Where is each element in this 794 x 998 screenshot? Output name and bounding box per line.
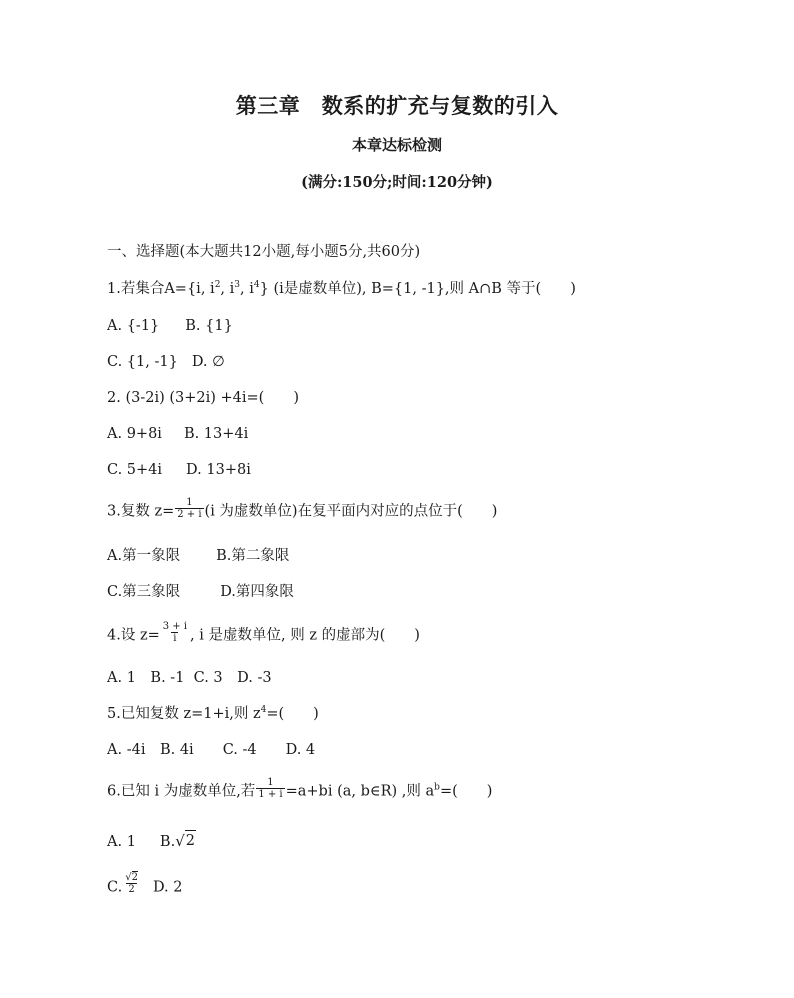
q1-option-c: C. {1, -1} [107,354,178,370]
question-3-options-row2 [107,582,294,602]
q6-text-c: =( ) [439,783,493,800]
question-1-stem [107,279,576,299]
q3-fraction-denominator: 2 + i [177,509,202,520]
question-6-options-row1 [107,830,196,852]
exam-meta: (满分:150分;时间:120分钟) [301,174,493,191]
q6-option-c-radicand: 2 [131,872,138,883]
q3-text-a: 3.复数 z= [107,503,175,520]
question-6-options-row2 [107,872,183,899]
q1-text-b: , i [220,281,235,297]
q3-fraction [175,497,203,520]
q1-text-d: } (i是虚数单位), B={1, -1},则 A∩B 等于( ) [259,281,576,297]
q2-option-a: A. 9+8i [107,426,162,442]
q1-option-a: A. {-1} [107,318,160,334]
q6-option-b-radicand: 2 [185,830,196,851]
q3-option-a: A.第一象限 [107,548,181,564]
chapter-subtitle: 本章达标检测 [351,136,442,154]
section-heading: 一、选择题(本大题共12小题,每小题5分,共60分) [107,244,421,260]
q4-text-b: , i 是虚数单位, 则 z 的虚部为( ) [190,627,420,644]
q3-option-d: D.第四象限 [220,584,294,600]
q3-fraction-numerator: 1 [186,497,193,508]
q5-text-b: =( ) [266,706,319,722]
q6-option-a: A. 1 [107,834,136,850]
q1-sup-4: 4 [253,280,260,291]
q1-sup-3: 3 [234,280,241,291]
question-2-options-row2 [107,460,251,480]
question-1-options-row1 [107,316,233,336]
q6-text-b: =a+bi (a, b∈R) ,则 a [285,783,435,800]
q3-option-b: B.第二象限 [216,548,290,564]
q6-option-c-fraction [123,872,140,895]
q1-option-b: B. {1} [185,318,233,334]
q1-sup-2: 2 [214,280,221,291]
q4-fraction [161,621,189,644]
question-2-stem: 2. (3-2i) (3+2i) +4i=( ) [107,390,299,406]
q5-text-a: 5.已知复数 z=1+i,则 z [107,706,261,722]
q4-fraction-denominator: i [173,633,177,644]
q6-option-d: D. 2 [152,879,183,896]
q6-fraction-numerator: 1 [267,777,274,788]
q3-option-c: C.第三象限 [107,584,181,600]
q2-option-b: B. 13+4i [183,426,249,442]
q6-option-c-denominator: 2 [128,884,135,895]
question-3-stem [107,497,498,523]
question-3-options-row1 [107,546,289,566]
q6-sup: b [434,782,440,793]
question-5-stem [107,704,319,724]
sqrt-symbol: √ [175,832,185,850]
q6-text-a: 6.已知 i 为虚数单位,若 [107,783,256,800]
q6-option-b-sqrt [175,830,196,851]
chapter-title: 第三章 数系的扩充与复数的引入 [235,93,559,118]
q6-fraction-denominator: 1 + i [258,789,283,800]
q2-option-c: C. 5+4i [107,462,163,478]
q1-text-c: , i [240,281,254,297]
q6-option-c-numerator [123,872,140,883]
sqrt-symbol: √ [125,872,132,883]
question-4-stem [107,621,420,647]
question-5-options: A. -4i B. 4i C. -4 D. 4 [107,742,316,758]
q3-text-b: (i 为虚数单位)在复平面内对应的点位于( ) [204,503,498,520]
q2-option-d: D. 13+8i [186,462,251,478]
q6-option-c-label: C. [107,879,123,896]
q6-fraction [256,777,284,800]
q4-fraction-numerator: 3 + i [162,621,188,632]
question-1-options-row2 [107,352,225,372]
question-2-options-row1 [107,424,248,444]
q4-text-a: 4.设 z= [107,627,160,644]
question-6-stem [107,777,493,803]
question-4-options: A. 1 B. -1 C. 3 D. -3 [107,670,272,686]
q5-sup: 4 [260,705,267,716]
q1-text-a: 1.若集合A={i, i [107,281,215,297]
q1-option-d: D. ∅ [191,354,225,370]
q6-option-b-label: B. [159,834,176,850]
